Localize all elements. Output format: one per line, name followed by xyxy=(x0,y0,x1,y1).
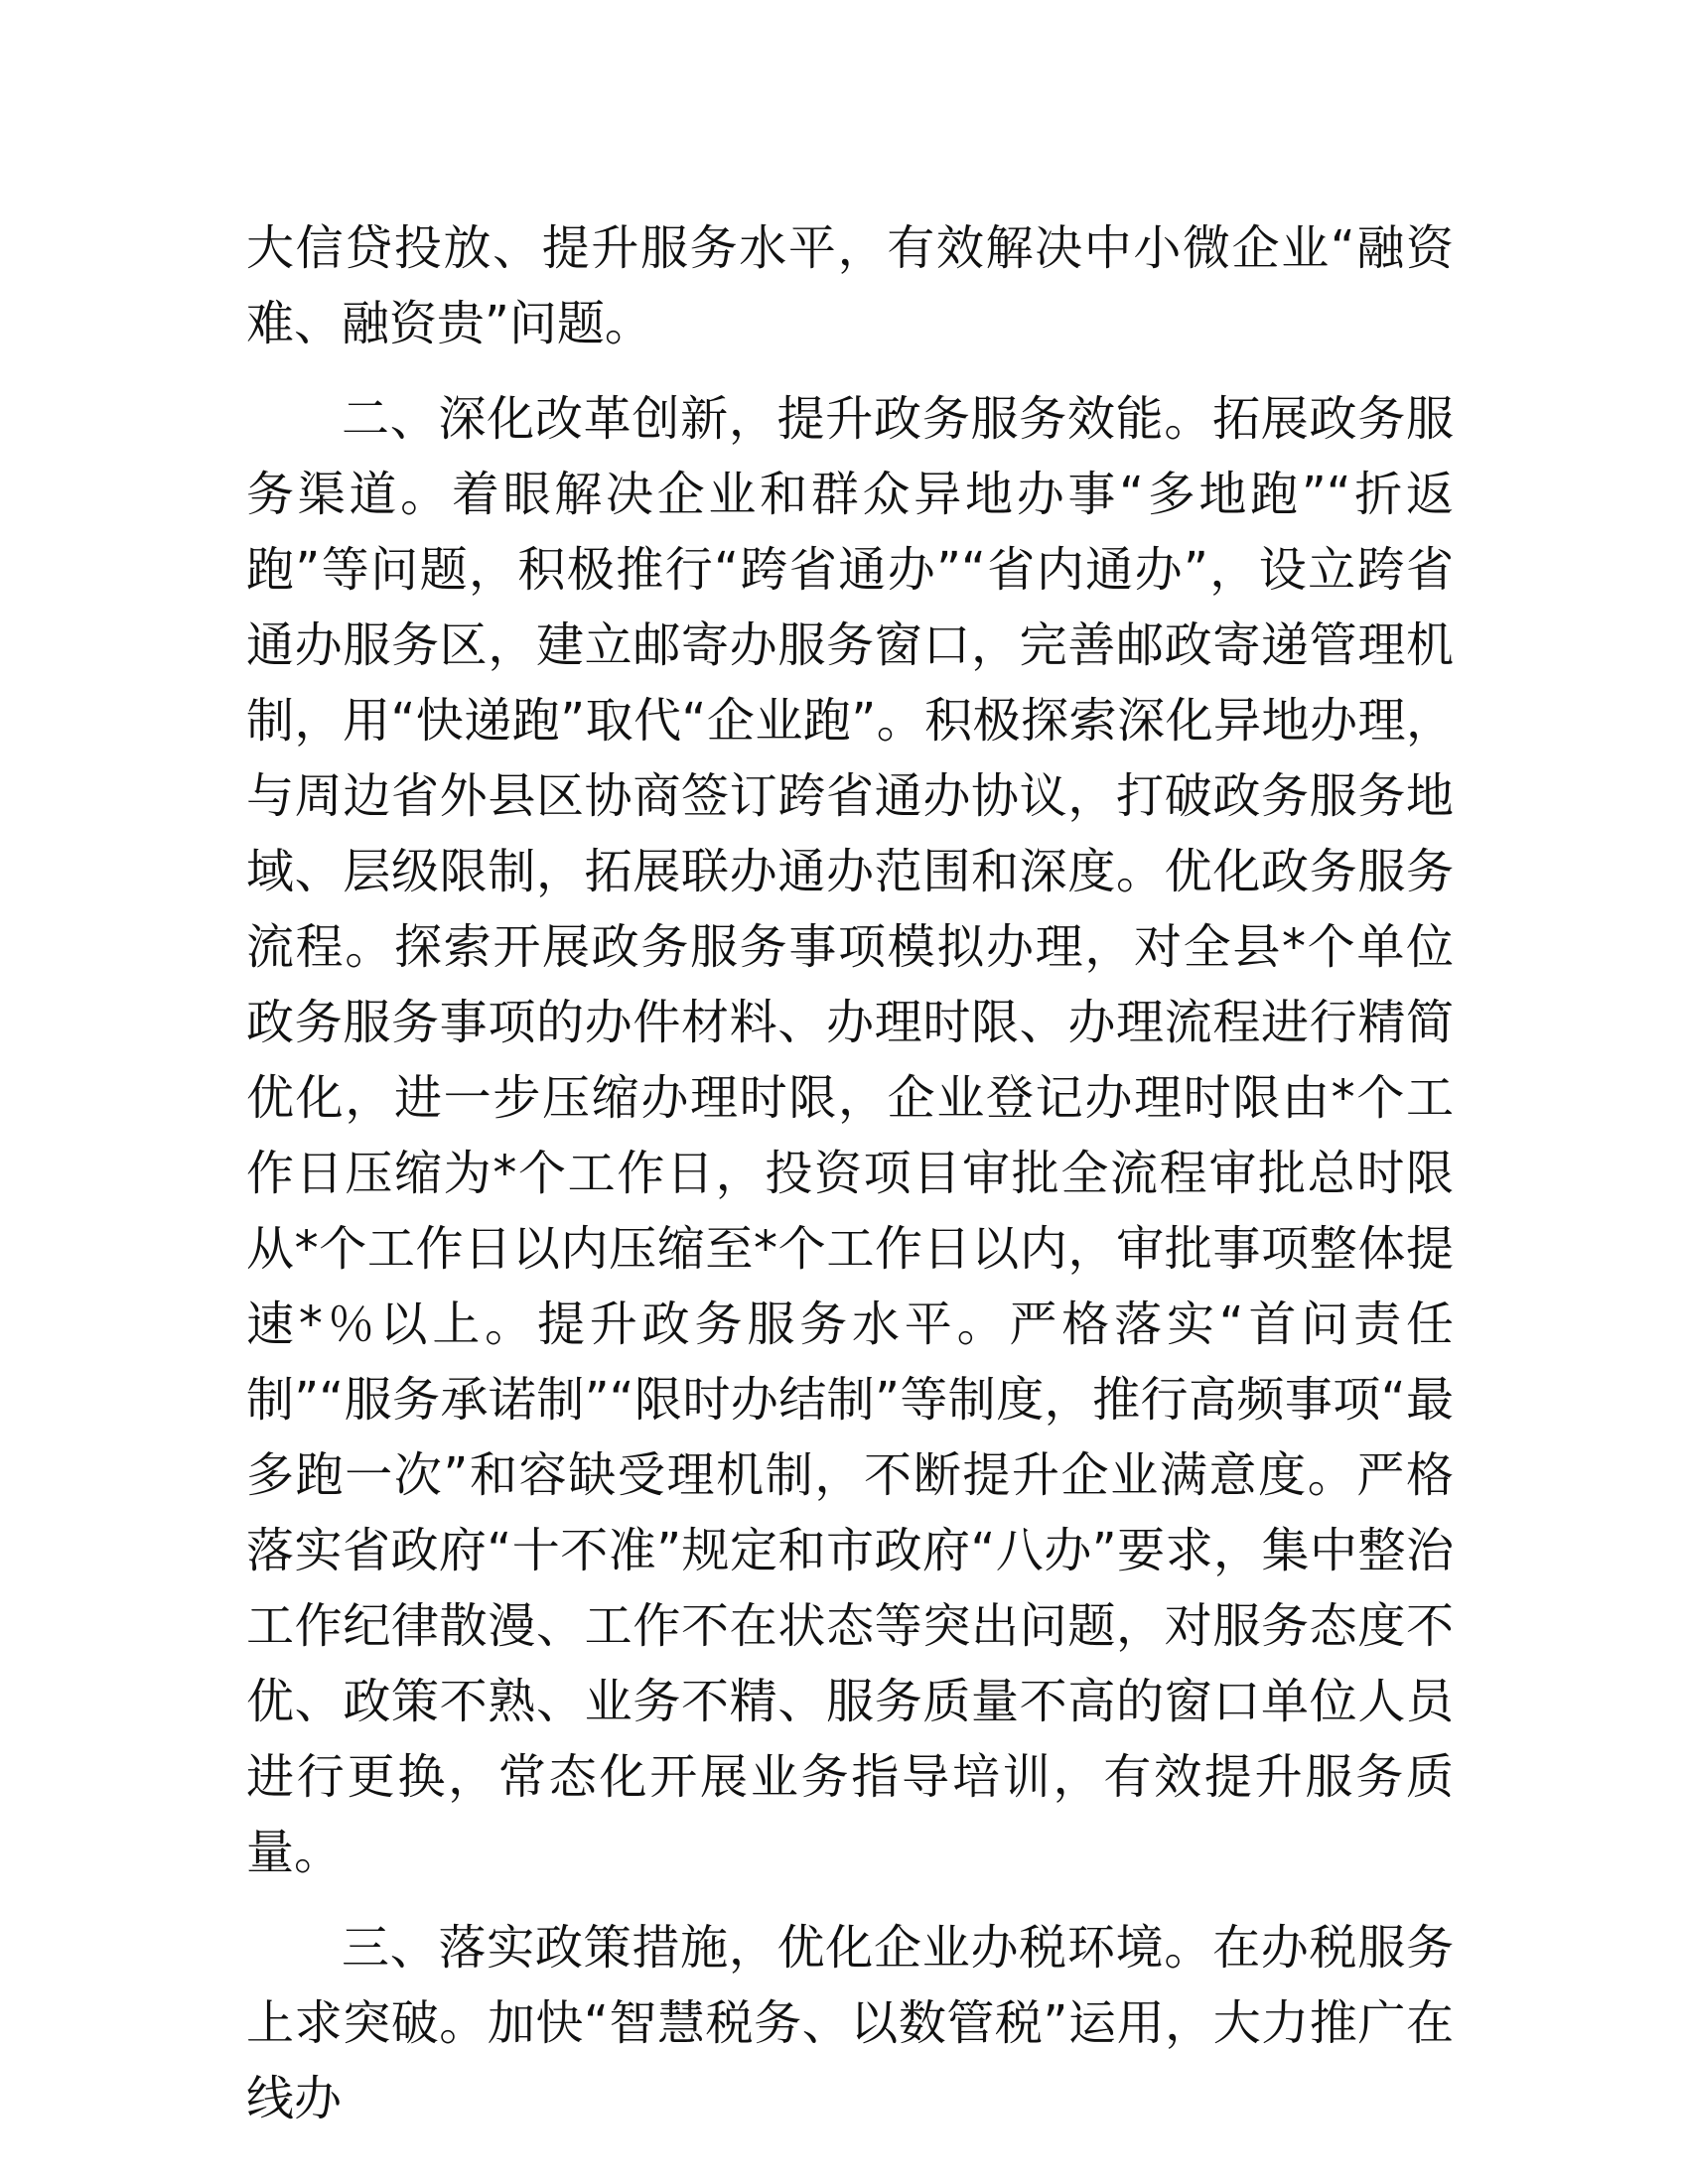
paragraph-continued: 大信贷投放、提升服务水平，有效解决中小微企业“融资难、融资贵”问题。 xyxy=(246,220,1454,351)
document-body xyxy=(246,210,1454,2156)
paragraph-section-three: 三、落实政策措施，优化企业办税环境。在办税服务上求突破。加快“智慧税务、以数管税”运用，大力推广在线办 xyxy=(246,1920,1454,2126)
paragraph-section-two: 二、深化改革创新，提升政务服务效能。拓展政务服务渠道。着眼解决企业和群众异地办事“多地跑”“折返跑”等问题，积极推行“跨省通办”“省内通办”，设立跨省通办服务区，建立邮寄办服务窗口，完善邮政寄递管理机制，用“快递跑”取代“企业跑”。积极探索深化异地办理，与周边省外县区协商签订跨省通办协议，打破政务服务地域、层级限制，拓展联办通办范围和深度。优化政务服务流程。探索开展政务服务事项模拟办理，对全县*个单位政务服务事项的办件材料、办理时限、办理流程进行精简优化，进一步压缩办理时限，企业登记办理时限由*个工作日压缩为*个工作日，投资项目审批全流程审批总时限从*个工作日以内压缩至*个工作日以内，审批事项整体提速*％以上。提升政务服务水平。严格落实“首问责任制”“服务承诺制”“限时办结制”等制度，推行高频事项“最多跑一次”和容缺受理机制，不断提升企业满意度。严格落实省政府“十不准”规定和市政府“八办”要求，集中整治工作纪律散漫、工作不在状态等突出问题，对服务态度不优、政策不熟、业务不精、服务质量不高的窗口单位人员进行更换，常态化开展业务指导培训，有效提升服务质量。 xyxy=(246,391,1454,1880)
